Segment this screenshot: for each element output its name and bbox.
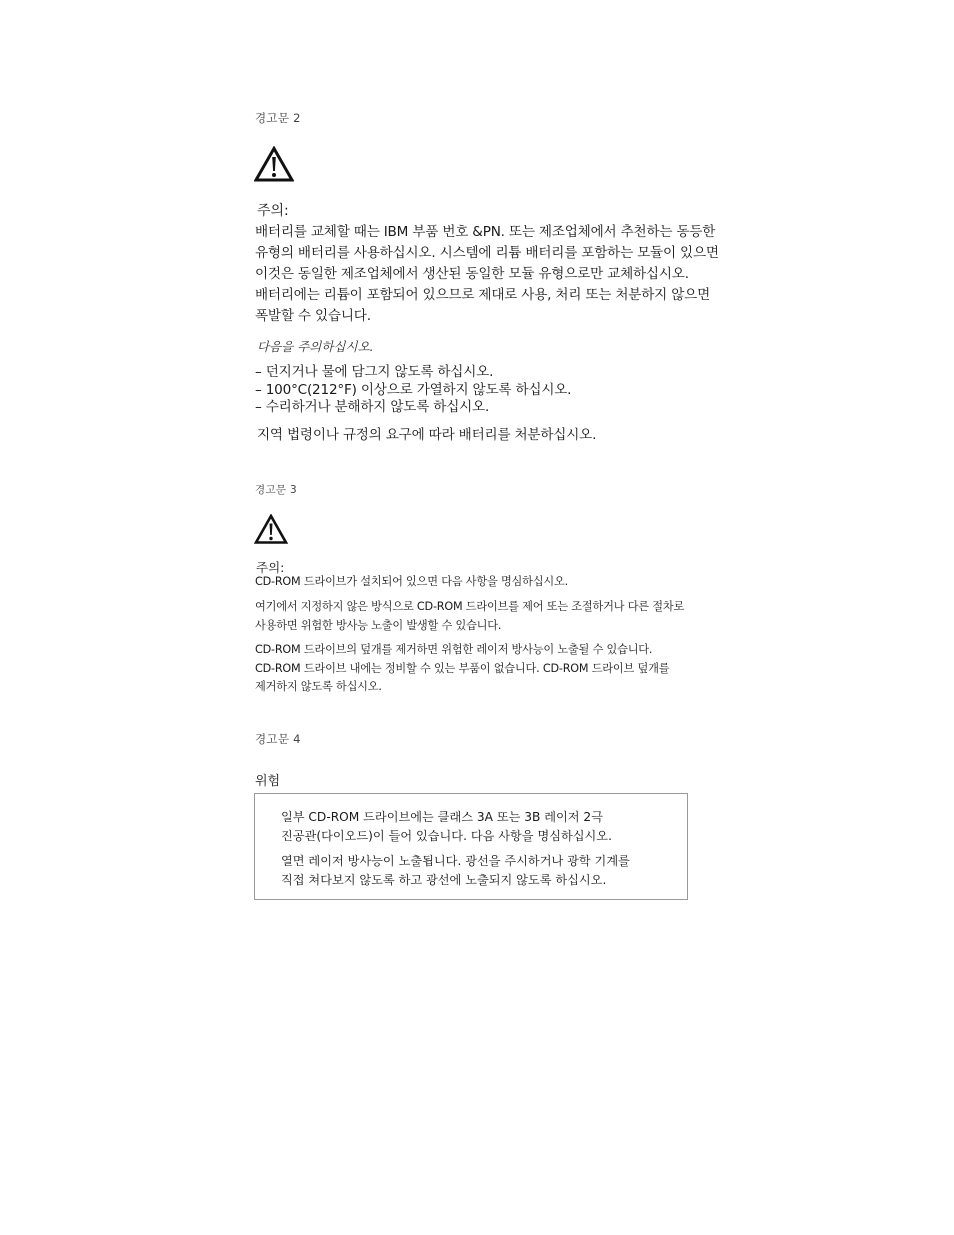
notice-3-label: 경고문 3 — [255, 484, 297, 496]
paragraph-line: CD-ROM 드라이브 내에는 정비할 수 있는 부품이 없습니다. CD-ROM 드라이브 덮개를 — [255, 661, 670, 675]
notice-4-label: 경고문 4 — [255, 732, 301, 746]
warning-triangle-icon — [254, 514, 288, 545]
cdrom-paragraph-3 — [255, 641, 669, 697]
danger-paragraph-1 — [281, 808, 612, 846]
disposal-text: 지역 법령이나 규정의 요구에 따라 배터리를 처분하십시오. — [257, 427, 597, 443]
list-item: – 던지거나 물에 담그지 않도록 하십시오. — [255, 364, 494, 380]
danger-title: 위험 — [255, 774, 281, 789]
paragraph-line: CD-ROM 드라이브가 설치되어 있으면 다음 사항을 명심하십시오. — [255, 575, 568, 588]
paragraph-line: 사용하면 위험한 방사능 노출이 발생할 수 있습니다. — [255, 618, 502, 632]
paragraph-line: 유형의 배터리를 사용하십시오. 시스템에 리튬 배터리를 포함하는 모듈이 있으면 — [255, 245, 719, 261]
paragraph-line: 직접 쳐다보지 않도록 하고 광선에 노출되지 않도록 하십시오. — [281, 873, 607, 887]
precaution-list — [255, 364, 571, 417]
danger-box — [254, 793, 688, 900]
caution-title: 주의: — [257, 203, 289, 219]
paragraph-line: 여기에서 지정하지 않은 방식으로 CD-ROM 드라이브를 제어 또는 조절하거나 다른 절차로 — [255, 600, 685, 613]
paragraph-line: 배터리에는 리튬이 포함되어 있으므로 제대로 사용, 처리 또는 처분하지 않으면 — [255, 287, 711, 303]
paragraph-line: 폭발할 수 있습니다. — [255, 308, 371, 324]
paragraph-line: 열면 레이저 방사능이 노출됩니다. 광선을 주시하거나 광학 기계를 — [281, 854, 630, 868]
paragraph-line: 일부 CD-ROM 드라이브에는 클래스 3A 또는 3B 레이저 2극 — [281, 810, 603, 824]
caution-title: 주의: — [256, 560, 285, 575]
paragraph-line: 이것은 동일한 제조업체에서 생산된 동일한 모듈 유형으로만 교체하십시오. — [255, 266, 689, 282]
list-item: – 100°C(212°F) 이상으로 가열하지 않도록 하십시오. — [255, 381, 572, 398]
warning-triangle-icon — [254, 146, 294, 183]
cdrom-paragraph-2 — [255, 598, 684, 635]
paragraph-line: CD-ROM 드라이브의 덮개를 제거하면 위험한 레이저 방사능이 노출될 수 있습니다. — [255, 643, 653, 656]
note-text: 다음을 주의하십시오. — [257, 339, 374, 354]
notice-2-label: 경고문 2 — [255, 111, 301, 125]
cdrom-paragraph-1 — [255, 573, 568, 592]
danger-paragraph-2 — [281, 852, 630, 890]
paragraph-line: 진공관(다이오드)이 들어 있습니다. 다음 사항을 명심하십시오. — [281, 829, 612, 843]
paragraph-line: 배터리를 교체할 때는 IBM 부품 번호 &PN. 또는 제조업체에서 추천하는 동등한 — [255, 224, 716, 240]
battery-caution-paragraph — [255, 222, 719, 327]
list-item: – 수리하거나 분해하지 않도록 하십시오. — [255, 399, 490, 415]
paragraph-line: 제거하지 않도록 하십시오. — [255, 680, 382, 693]
